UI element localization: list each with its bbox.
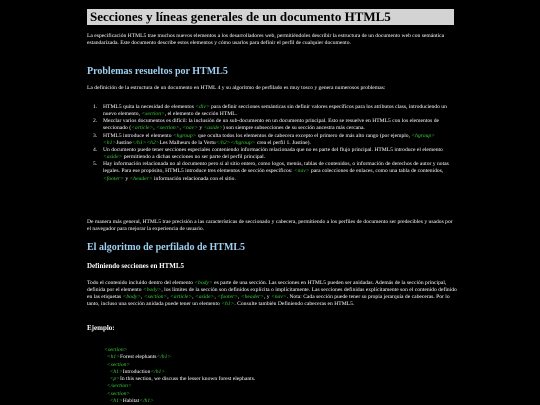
code-line [104,398,255,405]
code-tag: <hgroup> [172,132,197,139]
list-number: 2. [93,118,98,125]
text-run: Introduction [122,368,151,375]
problems-intro: La definición de la estructura de un documento en HTML 4 y su algoritmo de perfilado es muy tosco y genera numerosos problemas: [87,85,386,91]
text-run: , y [263,294,271,301]
list-item [87,161,457,182]
code-line [104,391,255,398]
code-tag: <section> [106,390,131,397]
code-tag: <section> [106,361,131,368]
code-tag: <article> [131,125,154,132]
problems-list [87,104,457,183]
code-tag: <p> [109,376,120,383]
code-tag: </h1> [139,398,154,405]
code-line [104,376,255,383]
text-run: , [153,125,157,132]
list-item [87,147,457,161]
text-run: para definir secciones semánticas sin definir valores específicos para los atributos class, introduciendo un nuevo elemento, [103,104,447,118]
intro-paragraph: La especificación HTML5 trae muchos nuevos elementos a los desarrolladores web, permitiéndoles describir la estructura de un documento web con semántica estandarizada. Este documento describe estos elementos y cómo usarlos para definir el perfil de cualquier documento. [87,33,445,47]
code-tag: <section> [141,111,165,118]
code-tag: <section> [143,294,168,301]
sections-paragraph [87,280,457,309]
code-tag: <aside> [103,154,123,161]
code-line [104,383,255,390]
page-title: Secciones y líneas generales de un documento HTML5 [87,9,454,25]
list-item [87,118,457,132]
text-run: In this section, we discuss the lesser known forest elephants. [119,376,256,383]
code-example [104,347,255,405]
text-run: , [192,294,195,301]
code-tag: <nav> [293,168,310,175]
text-run: Un documento puede tener secciones especiales conteniendo información relacionada que no es parte del flujo principal. HTML5 introduce el elemento [103,146,443,153]
code-tag: </h1> [156,354,172,361]
code-tag: <article> [170,294,193,301]
code-tag: </h1> [150,368,166,375]
code-tag: <aside> [203,125,223,132]
text-run: que oculta todos los elementos de cabecera excepto el primero de más alto rango (por ejemplo, [196,132,412,139]
text-run: Mezclar varios documentos es difícil: la inclusión de un sub-documento en un documento principal. Esto se resuelve en HTML5 con los elementos de seccionado ( [103,118,440,132]
text-run: Forest elephants [119,354,157,361]
section-heading-algorithm: El algoritmo de perfilado de HTML5 [87,242,246,253]
text-run: ) son siempre subsecciones de su sección ancestra más cercana. [222,125,365,132]
text-run: Justine [116,139,132,146]
code-tag: <hgroup><h1> [103,132,435,146]
code-tag: <nav> [270,294,287,301]
text-run: Les Malheurs de la Vertu [159,139,216,146]
code-tag: <section> [104,347,128,353]
text-run: para colecciones de enlaces, como una tabla de contenidos, [309,168,444,175]
code-tag: </section> [106,383,132,390]
text-run: Habitat [122,398,140,405]
text-run: HTML5 quita la necesidad de elementos [103,104,196,110]
text-run: , [179,125,183,132]
text-run: . Consulte también Definiendo cabeceras en HTML5. [234,301,355,308]
closing-paragraph: De manera más general, HTML5 trae precisión a las características de seccionado y cabecera, permitiendo a los perfiles de documento ser predecibles y usados por el navegador para mejorar la experiencia de usuario. [87,219,453,233]
code-tag: <h1> [109,368,123,375]
text-run: Todo el contenido incluido dentro del elemento [87,280,195,286]
text-run: HTML5 introduce el elemento [103,132,173,139]
text-run: y [197,125,204,132]
example-label: Ejemplo: [87,324,115,332]
text-run: es parte de una sección. Las secciones en HTML5 pueden ser anidadas. Además de la sección principal, definida por el elemento [87,280,447,294]
text-run: , los límites de la sección son definidos explícita o implícitamente. Las secciones definidas explícitamente son el contenido definido en las etiquetas [87,287,457,301]
code-tag: <h1> [106,354,120,361]
code-tag: <footer> [217,294,239,301]
text-run: , [238,294,241,301]
list-number: 4. [93,146,98,153]
subheading-defining-sections: Definiendo secciones en HTML5 [87,262,185,270]
text-run: . Nota: Cada sección puede tener su propia jerarquía de cabeceras. Por lo tanto, incluso una sección anidada puede tener un elemento [87,294,450,308]
text-run: permitiendo a dichas secciones no ser parte del perfil principal. [122,154,266,161]
code-tag: <body> [142,287,162,294]
list-item [87,133,457,147]
code-line [104,354,255,361]
text-run: crea el perfil 1. Justine). [255,139,311,146]
list-number: 3. [93,132,98,139]
code-tag: <div> [195,104,210,110]
text-run: información relacionada con el sitio. [152,175,236,182]
code-tag: <body> [122,294,142,301]
code-tag: <aside> [194,294,215,301]
list-number: 1. [93,104,98,110]
text-run: y [123,175,130,182]
code-line [104,347,255,354]
code-tag: <header> [240,294,264,301]
text-run: Hay información relacionada no al documento pero sí al sitio entero, como logos, menús, tablas de contenidos, o información de derechos de autor y notas legales. Para ese propósito, HTML5 introduce tres elementos de sección específicos: [103,161,449,175]
text-run: , [214,294,218,301]
text-run: , el elemento de sección HTML. [164,111,238,118]
code-tag: <footer> [103,175,124,182]
text-run: , [167,294,171,301]
code-tag: <header> [129,175,153,182]
code-tag: <h1> [221,301,235,308]
code-tag: </h2></hgroup> [215,139,256,146]
text-run: , [141,294,144,301]
code-tag: <nav> [182,125,198,132]
code-tag: <section> [156,125,180,132]
code-tag: </h1><h2> [131,139,160,146]
code-line [104,362,255,369]
code-tag: <body> [194,280,213,286]
code-tag: <h1> [109,398,123,405]
list-item [87,104,457,118]
section-heading-problems: Problemas resueltos por HTML5 [87,66,228,77]
list-number: 5. [93,161,98,168]
